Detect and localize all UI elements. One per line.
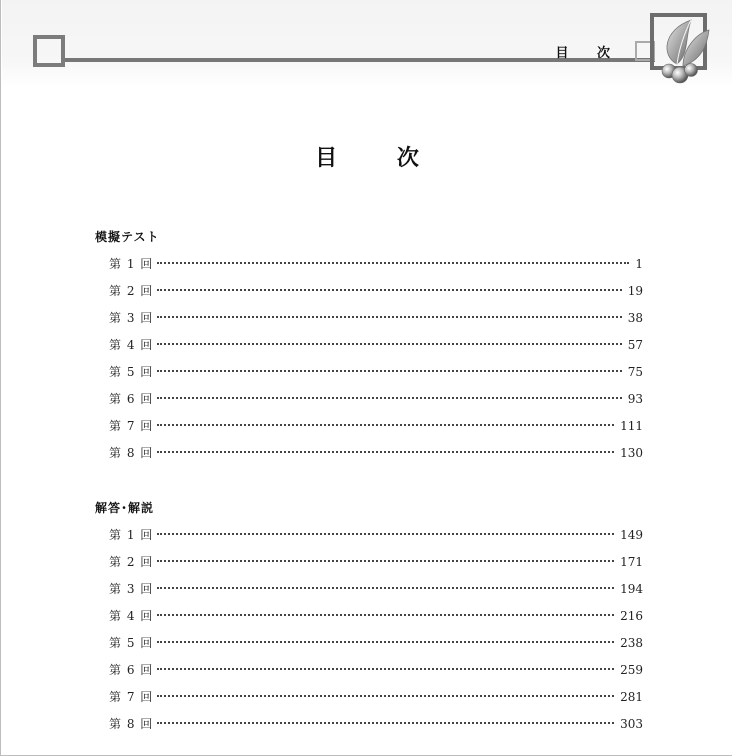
entry-label: 第 3 回 xyxy=(109,582,154,596)
entry-page-number: 111 xyxy=(620,419,643,433)
entry-page-number: 57 xyxy=(627,338,643,352)
entry-page-number: 303 xyxy=(620,717,643,731)
entry-label: 第 6 回 xyxy=(109,392,154,406)
entry-label: 第 7 回 xyxy=(109,690,154,704)
toc-entry[interactable] xyxy=(95,364,643,391)
toc-entry[interactable] xyxy=(95,716,643,743)
dot-leader xyxy=(157,722,614,724)
section-heading: 解答･解説 xyxy=(95,501,155,515)
entry-page-number: 171 xyxy=(620,555,643,569)
toc-entry[interactable] xyxy=(95,310,643,337)
entry-label: 第 8 回 xyxy=(109,717,154,731)
toc-list xyxy=(95,256,643,472)
entry-page-number: 216 xyxy=(620,609,643,623)
dot-leader xyxy=(157,397,621,399)
toc-entry[interactable] xyxy=(95,608,643,635)
dot-leader xyxy=(157,370,621,372)
dot-leader xyxy=(157,695,614,697)
entry-label: 第 5 回 xyxy=(109,636,154,650)
entry-label: 第 2 回 xyxy=(109,284,154,298)
toc-entry[interactable] xyxy=(95,689,643,716)
entry-page-number: 238 xyxy=(620,636,643,650)
entry-label: 第 4 回 xyxy=(109,338,154,352)
entry-page-number: 93 xyxy=(627,392,643,406)
entry-label: 第 6 回 xyxy=(109,663,154,677)
dot-leader xyxy=(157,533,614,535)
toc-entry[interactable] xyxy=(95,554,643,581)
toc-entry[interactable] xyxy=(95,635,643,662)
toc-list xyxy=(95,527,643,743)
entry-label: 第 7 回 xyxy=(109,419,154,433)
entry-page-number: 281 xyxy=(620,690,643,704)
dot-leader xyxy=(157,587,614,589)
entry-label: 第 3 回 xyxy=(109,311,154,325)
header-square-ornament-left xyxy=(33,35,65,67)
section-heading: 模擬テスト xyxy=(95,230,160,244)
dot-leader xyxy=(157,343,621,345)
entry-page-number: 75 xyxy=(627,365,643,379)
entry-page-number: 259 xyxy=(620,663,643,677)
toc-entry[interactable] xyxy=(95,337,643,364)
dot-leader xyxy=(157,641,614,643)
entry-label: 第 1 回 xyxy=(109,257,154,271)
toc-section-mock-tests xyxy=(95,229,643,472)
dot-leader xyxy=(157,614,614,616)
entry-page-number: 194 xyxy=(620,582,643,596)
toc-section-answers-explanations xyxy=(95,500,643,743)
dot-leader xyxy=(157,451,614,453)
toc-entry[interactable] xyxy=(95,391,643,418)
toc-entry[interactable] xyxy=(95,256,643,283)
entry-page-number: 149 xyxy=(620,528,643,542)
dot-leader xyxy=(157,668,614,670)
running-title: 目 次 xyxy=(555,46,622,61)
entry-label: 第 2 回 xyxy=(109,555,154,569)
dot-leader xyxy=(157,424,614,426)
toc-entry[interactable] xyxy=(95,662,643,689)
toc-entry[interactable] xyxy=(95,418,643,445)
header-band xyxy=(2,0,732,88)
entry-label: 第 5 回 xyxy=(109,365,154,379)
entry-label: 第 4 回 xyxy=(109,609,154,623)
entry-page-number: 19 xyxy=(627,284,643,298)
dot-leader xyxy=(157,560,614,562)
toc-entry[interactable] xyxy=(95,527,643,554)
dot-leader xyxy=(157,262,629,264)
entry-label: 第 8 回 xyxy=(109,446,154,460)
entry-page-number: 38 xyxy=(627,311,643,325)
entry-label: 第 1 回 xyxy=(109,528,154,542)
toc-entry[interactable] xyxy=(95,445,643,472)
entry-page-number: 130 xyxy=(620,446,643,460)
dot-leader xyxy=(157,316,621,318)
entry-page-number: 1 xyxy=(635,257,643,271)
dot-leader xyxy=(157,289,621,291)
toc-entry[interactable] xyxy=(95,581,643,608)
toc-entry[interactable] xyxy=(95,283,643,310)
page-title: 目 次 xyxy=(315,146,445,171)
leaf-berry-emblem-icon xyxy=(647,16,717,86)
